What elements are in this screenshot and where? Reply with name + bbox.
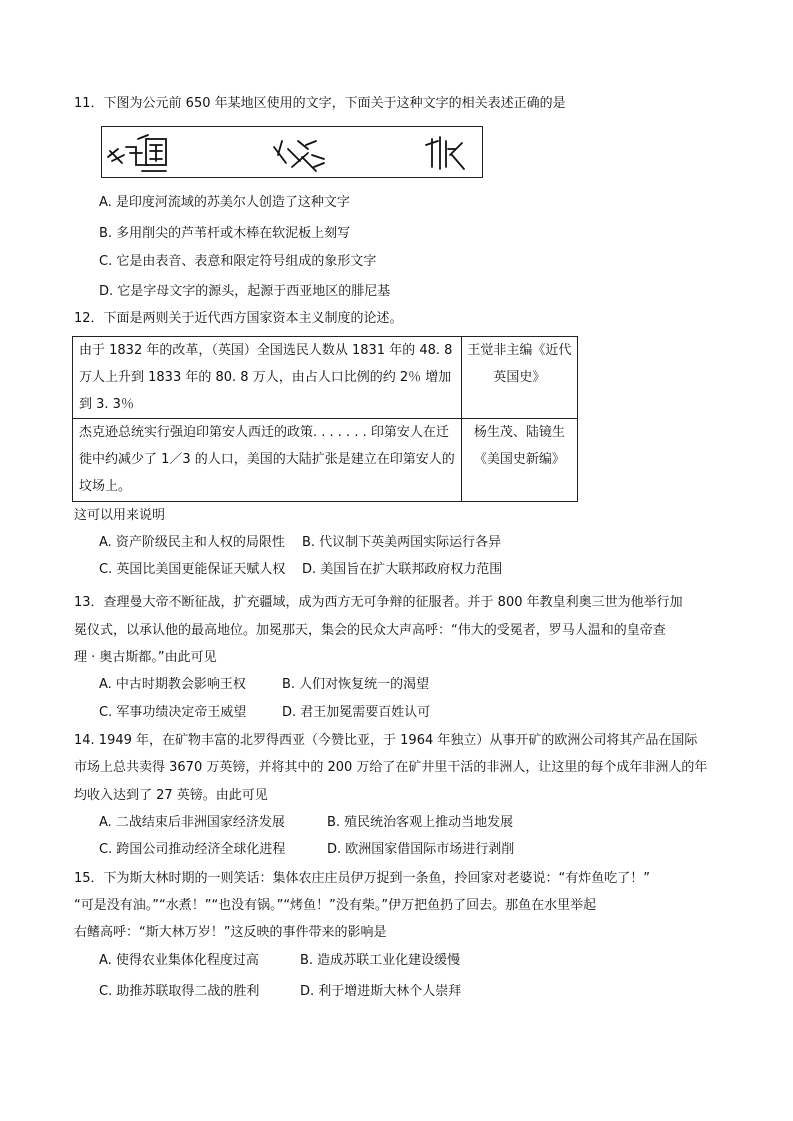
question-15-stem-line-3: 右鳍高呼：“斯大林万岁！”这反映的事件带来的影响是 — [74, 925, 387, 940]
question-14-stem-line-2: 市场上总共卖得 3670 万英镑，并将其中的 200 万给了在矿井里干活的非洲人，让这里的每个成年非洲人的年 — [74, 760, 708, 775]
question-15-stem-line-1: 15．下为斯大林时期的一则笑话：集体农庄庄员伊万捉到一条鱼，拎回家对老婆说：“有炸鱼吃了！” — [74, 871, 651, 886]
q12-option-c[interactable]: C. 英国比美国更能保证天赋人权 — [99, 562, 286, 577]
q12-follow-text: 这可以用来说明 — [74, 508, 166, 523]
q12-option-d[interactable]: D. 美国旨在扩大联邦政府权力范围 — [302, 562, 503, 577]
q15-option-d[interactable]: D. 利于增进斯大林个人崇拜 — [300, 984, 462, 999]
cuneiform-glyphs — [102, 127, 482, 177]
source-citation-cell: 王觉非主编《近代英国史》 — [461, 337, 577, 419]
q15-option-c[interactable]: C. 助推苏联取得二战的胜利 — [99, 984, 260, 999]
question-15-stem-line-2: “可是没有油。”“水煮！”“也没有锅。”“烤鱼！”没有柴。”伊万把鱼扔了回去。那鱼在水里举起 — [74, 898, 597, 913]
q15-option-a[interactable]: A. 使得农业集体化程度过高 — [99, 953, 259, 968]
q13-option-d[interactable]: D. 君王加冕需要百姓认可 — [282, 705, 431, 720]
q11-option-d[interactable]: D. 它是字母文字的源头，起源于西亚地区的腓尼基 — [99, 284, 391, 299]
source-table — [72, 336, 578, 502]
question-14-stem-line-1: 14. 1949 年，在矿物丰富的北罗得西亚（今赞比亚，于 1964 年独立）从事开矿的欧洲公司将其产品在国际 — [74, 733, 698, 748]
question-13-stem-line-1: 13．查理曼大帝不断征战，扩充疆域，成为西方无可争辩的征服者。并于 800 年教皇利奥三世为他举行加 — [74, 595, 683, 610]
q12-option-a[interactable]: A. 资产阶级民主和人权的局限性 — [99, 535, 285, 550]
q14-option-d[interactable]: D. 欧洲国家借国际市场进行剥削 — [327, 842, 515, 857]
question-14-stem-line-3: 均收入达到了 27 英镑。由此可见 — [74, 788, 268, 803]
source-text-cell: 杰克逊总统实行强迫印第安人西迁的政策. . . . . . . 印第安人在迁徙中约减少了 1／3 的人口，美国的大陆扩张是建立在印第安人的坟场上。 — [73, 419, 462, 502]
q14-option-a[interactable]: A. 二战结束后非洲国家经济发展 — [99, 815, 285, 830]
table-row — [73, 337, 578, 419]
q13-option-b[interactable]: B. 人们对恢复统一的渴望 — [282, 677, 430, 692]
q13-option-a[interactable]: A. 中古时期教会影响王权 — [99, 677, 246, 692]
q11-option-b[interactable]: B. 多用削尖的芦苇杆或木棒在软泥板上刻写 — [99, 226, 351, 241]
q14-option-b[interactable]: B. 殖民统治客观上推动当地发展 — [327, 815, 514, 830]
q15-option-b[interactable]: B. 造成苏联工业化建设缓慢 — [300, 953, 461, 968]
table-row — [73, 419, 578, 502]
cuneiform-script-image — [101, 126, 483, 178]
question-13-stem-line-2: 冕仪式，以承认他的最高地位。加冕那天，集会的民众大声高呼：“伟大的受冕者，罗马人温和的皇帝查 — [74, 623, 666, 638]
q11-option-c[interactable]: C. 它是由表音、表意和限定符号组成的象形文字 — [99, 254, 377, 269]
source-text-cell: 由于 1832 年的改革，（英国）全国选民人数从 1831 年的 48. 8 万人上升到 1833 年的 80. 8 万人，由占人口比例的约 2％ 增加到 3. 3％ — [73, 337, 462, 419]
q14-option-c[interactable]: C. 跨国公司推动经济全球化进程 — [99, 842, 286, 857]
question-11-stem: 11．下图为公元前 650 年某地区使用的文字，下面关于这种文字的相关表述正确的是 — [74, 96, 566, 111]
question-13-stem-line-3: 理 · 奥古斯都。”由此可见 — [74, 650, 217, 665]
q12-option-b[interactable]: B. 代议制下英美两国实际运行各异 — [302, 535, 502, 550]
q11-option-a[interactable]: A. 是印度河流域的苏美尔人创造了这种文字 — [99, 195, 350, 210]
source-citation-cell: 杨生茂、陆镜生《美国史新编》 — [461, 419, 577, 502]
question-12-stem: 12．下面是两则关于近代西方国家资本主义制度的论述。 — [74, 311, 403, 326]
q13-option-c[interactable]: C. 军事功绩决定帝王威望 — [99, 705, 247, 720]
